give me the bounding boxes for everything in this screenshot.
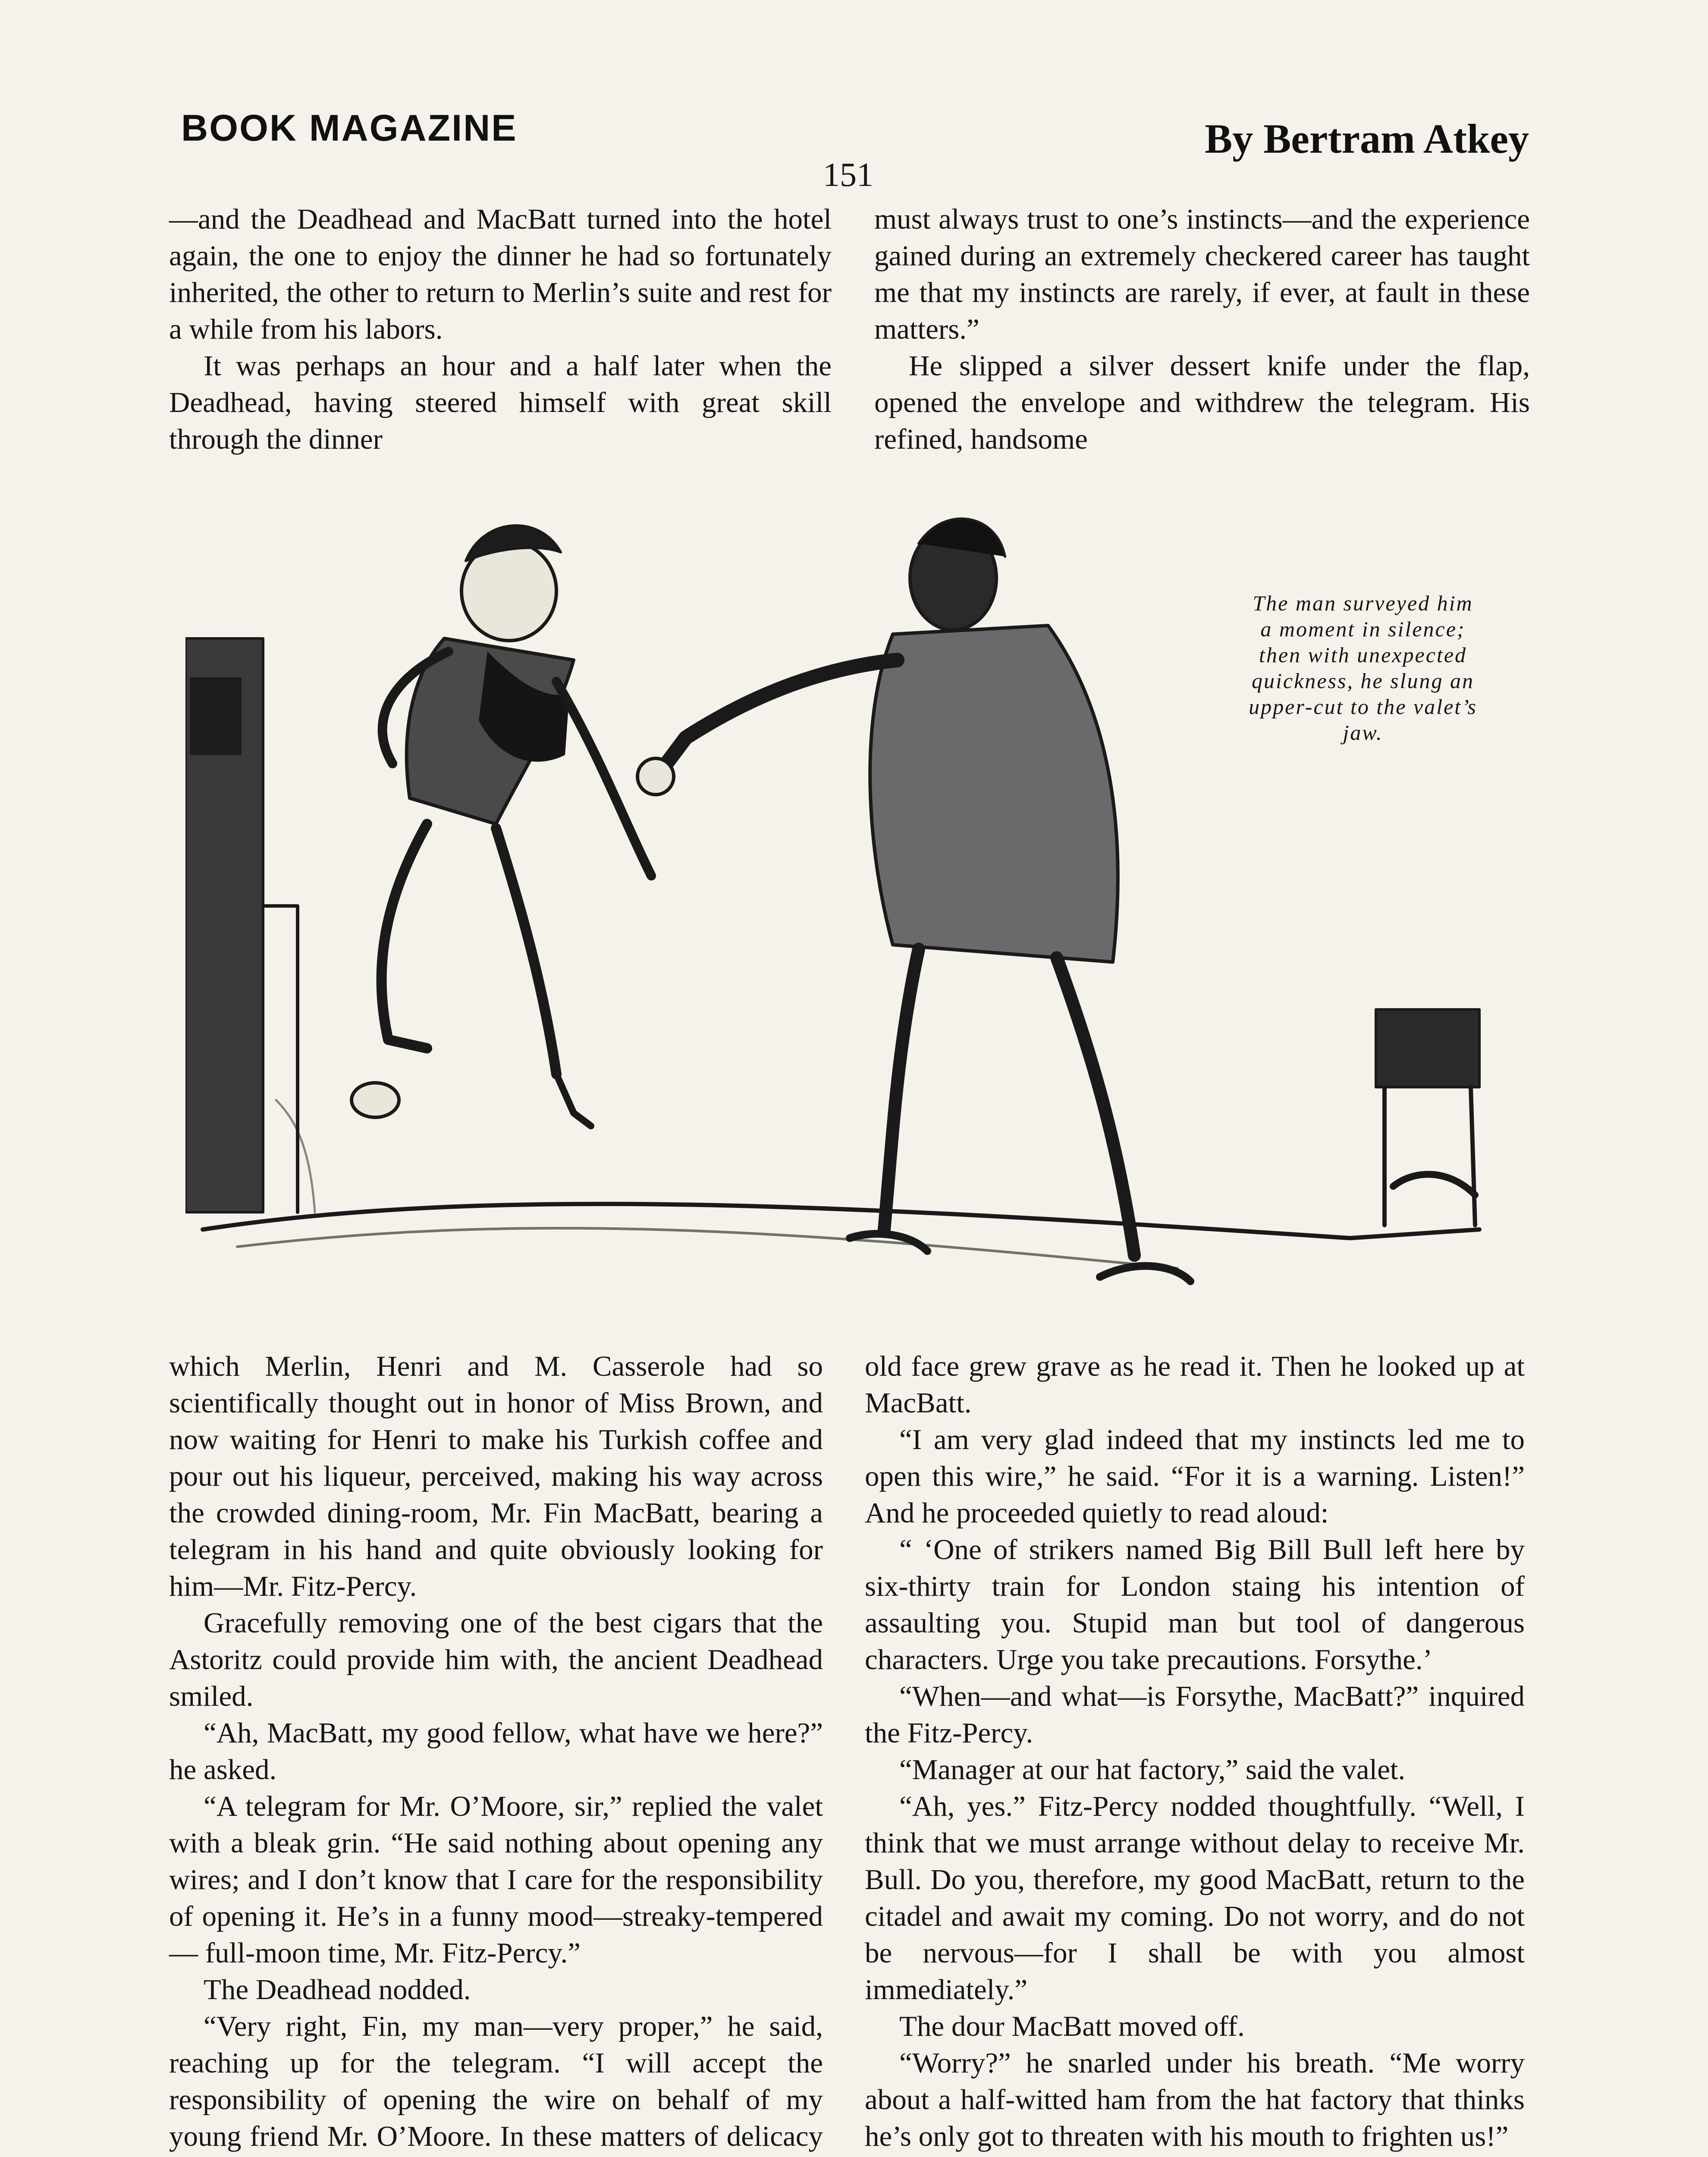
paragraph: old face grew grave as he read it. Then he looked up at MacBatt.	[865, 1350, 1525, 1419]
paragraph: “When—and what—is Forsythe, MacBatt?” inquired the Fitz-Percy.	[865, 1680, 1525, 1749]
paragraph: “ ‘One of strikers named Big Bill Bull left here by six-thirty train for London staing his intention of assaulting you. Stupid man but tool of dangerous characters. Urge you take precautions. Forsythe.’	[865, 1534, 1525, 1676]
paragraph: The dour MacBatt moved off.	[899, 2010, 1245, 2042]
column-top-right	[874, 201, 1530, 458]
paragraph: must always trust to one’s instincts—and the experience gained during an extremely checkered career has taught me that my instincts are rarely, if ever, at fault in these matters.”	[874, 203, 1530, 345]
paragraph: “I am very glad indeed that my instincts led me to open this wire,” he said. “For it is a warning. Listen!” And he proceeded quietly to read aloud:	[865, 1424, 1525, 1529]
paragraph: “Ah, MacBatt, my good fellow, what have we here?” he asked.	[169, 1717, 823, 1786]
column-top-left	[169, 201, 832, 458]
paragraph: “Manager at our hat factory,” said the valet.	[899, 1754, 1406, 1786]
paragraph: It was perhaps an hour and a half later when the Deadhead, having steered himself with great skill through the dinner	[169, 350, 832, 455]
author-byline: By Bertram Atkey	[1205, 116, 1529, 162]
paragraph: Gracefully removing one of the best cigars that the Astoritz could provide him with, the ancient Deadhead smiled.	[169, 1607, 823, 1712]
magazine-title: BOOK MAGAZINE	[181, 107, 518, 149]
paragraph: which Merlin, Henri and M. Casserole had so scientifically thought out in honor of Miss Brown, and now waiting for Henri to make his Turkish coffee and pour out his liqueur, perceived, making his way across the crowded dining-room, Mr. Fin MacBatt, bearing a telegram in his hand and quite obviously looking for him—Mr. Fitz-Percy.	[169, 1350, 823, 1602]
paragraph: “Ah, yes.” Fitz-Percy nodded thoughtfully. “Well, I think that we must arrange without delay to receive Mr. Bull. Do you, therefore, my good MacBatt, return to the citadel and await my coming. Do not worry, and do not be nervous—for I shall be with you almost immediately.”	[865, 1790, 1525, 2006]
page-number: 151	[823, 156, 873, 193]
paragraph: “Worry?” he snarled under his breath. “Me worry about a half-witted ham from the hat factory that thinks he’s only got to threaten with his mouth to frighten us!”	[865, 2047, 1525, 2152]
paragraph: The Deadhead nodded.	[204, 1974, 471, 2006]
paragraph: “Very right, Fin, my man—very proper,” he said, reaching up for the telegram. “I will accept the responsibility of opening the wire on behalf of my young friend Mr. O’Moore. In these matters of delicacy	[169, 2010, 823, 2152]
paragraph: He slipped a silver dessert knife under the flap, opened the envelope and withdrew the telegram. His refined, handsome	[874, 350, 1530, 455]
illustration-caption: The man surveyed him a moment in silence; then with unexpected quickness, he slung an upper-cut to the valet’s jaw.	[1249, 591, 1477, 745]
paragraph: “A telegram for Mr. O’Moore, sir,” replied the valet with a bleak grin. “He said nothing about opening any wires; and I don’t know that I care for the responsibility of opening it. He’s in a funny mood—streaky-tempered — full-moon time, Mr. Fitz-Percy.”	[169, 1790, 823, 1969]
column-bottom-left	[169, 1348, 823, 2157]
column-bottom-right	[865, 1348, 1525, 2155]
paragraph: —and the Deadhead and MacBatt turned into the hotel again, the one to enjoy the dinner he had so fortunately inherited, the other to return to Merlin’s suite and rest for a while from his labors.	[169, 203, 832, 345]
